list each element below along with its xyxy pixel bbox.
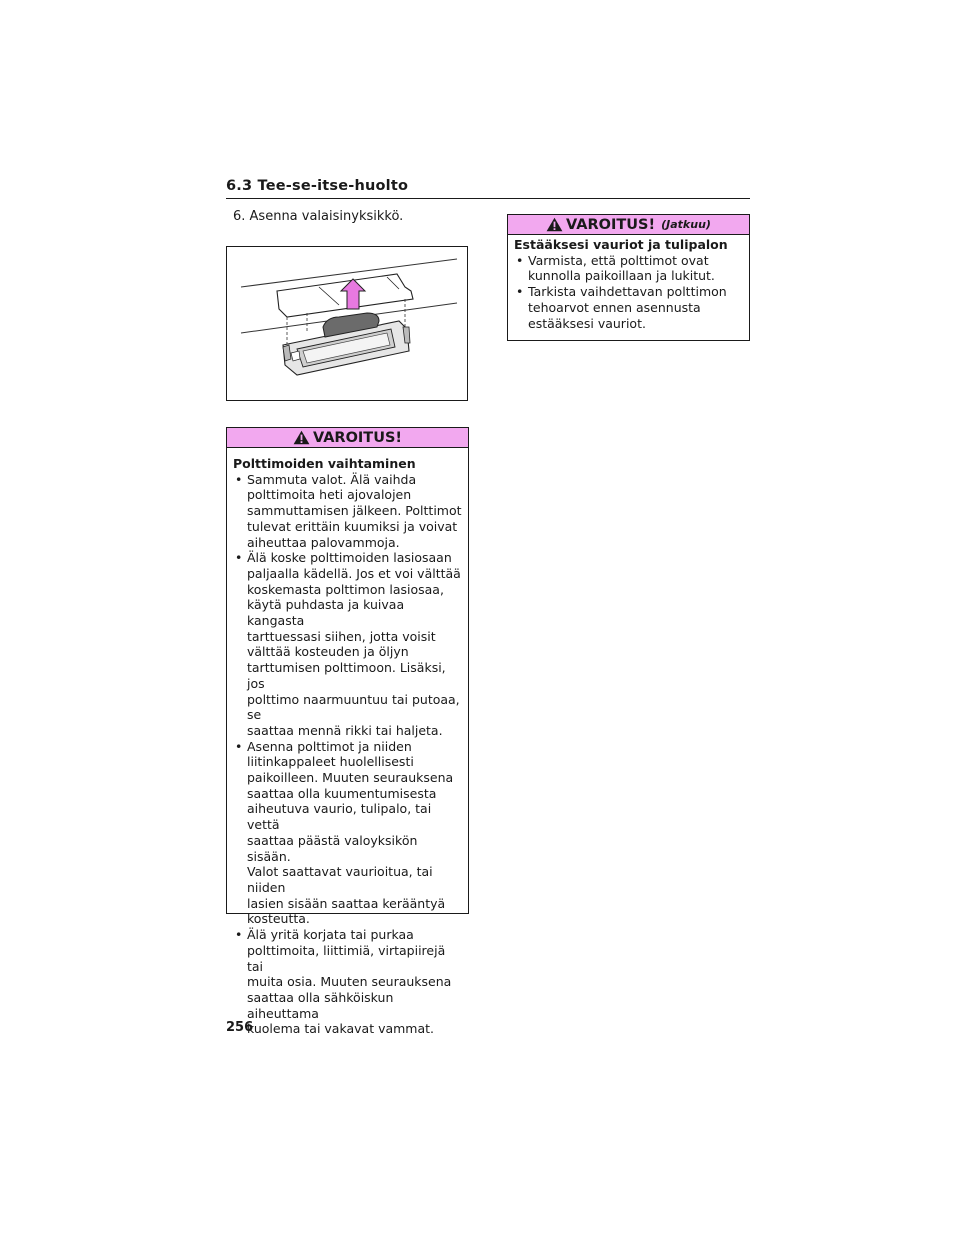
lamp-unit-illustration xyxy=(227,247,467,400)
warning-triangle-icon xyxy=(293,430,310,445)
warning-list xyxy=(514,253,743,332)
warning-list xyxy=(233,472,462,1037)
continued-label: (Jatkuu) xyxy=(661,218,711,231)
list-item: • Älä koske polttimoiden lasiosaan paljaalla kädellä. Jos et voi välttää koskemasta polttimon lasiosaa, käytä puhdasta ja kuivaa kangasta tarttuessasi siihen, jotta voisit välttää kosteuden ja öljyn tarttumisen polttimoon. Lisäksi, jos polttimo naarmuuntuu tai putoaa, se saattaa mennä rikki tai haljeta. xyxy=(233,550,462,738)
lamp-install-figure xyxy=(226,246,468,401)
warning-subtitle: Polttimoiden vaihtaminen xyxy=(233,456,416,471)
page-number: 256 xyxy=(226,1020,254,1035)
warning-header xyxy=(508,215,749,235)
warning-subtitle: Estääksesi vauriot ja tulipalon xyxy=(514,237,728,252)
warning-title: VAROITUS! xyxy=(566,216,656,233)
step-text: 6. Asenna valaisinyksikkö. xyxy=(233,209,404,224)
section-title: 6.3 Tee-se-itse-huolto xyxy=(226,178,409,194)
list-item: • Asenna polttimot ja niiden liitinkappaleet huolellisesti paikoilleen. Muuten seurauksena saattaa olla kuumentumisesta aiheutuva vaurio, tulipalo, tai vettä saattaa päästä valoyksikön sisään. Valot saattavat vaurioitua, tai niiden lasien sisään saattaa kerääntyä kosteutta. xyxy=(233,739,462,927)
warning-triangle-icon xyxy=(546,217,563,232)
list-item: • Älä yritä korjata tai purkaa polttimoita, liittimiä, virtapiirejä tai muita osia. Muuten seurauksena saattaa olla sähköiskun aiheuttama kuolema tai vakavat vammat. xyxy=(233,927,462,1037)
list-item: • Tarkista vaihdettavan polttimon tehoarvot ennen asennusta estääksesi vauriot. xyxy=(514,284,743,331)
warning-box-continued xyxy=(507,214,750,341)
section-divider xyxy=(226,198,750,199)
list-item: • Sammuta valot. Älä vaihda polttimoita heti ajovalojen sammuttamisen jälkeen. Polttimot tulevat erittäin kuumiksi ja voivat aiheuttaa palovammoja. xyxy=(233,472,462,551)
warning-header xyxy=(227,428,468,448)
warning-title: VAROITUS! xyxy=(312,429,403,446)
list-item: • Varmista, että polttimot ovat kunnolla paikoillaan ja lukitut. xyxy=(514,253,743,284)
